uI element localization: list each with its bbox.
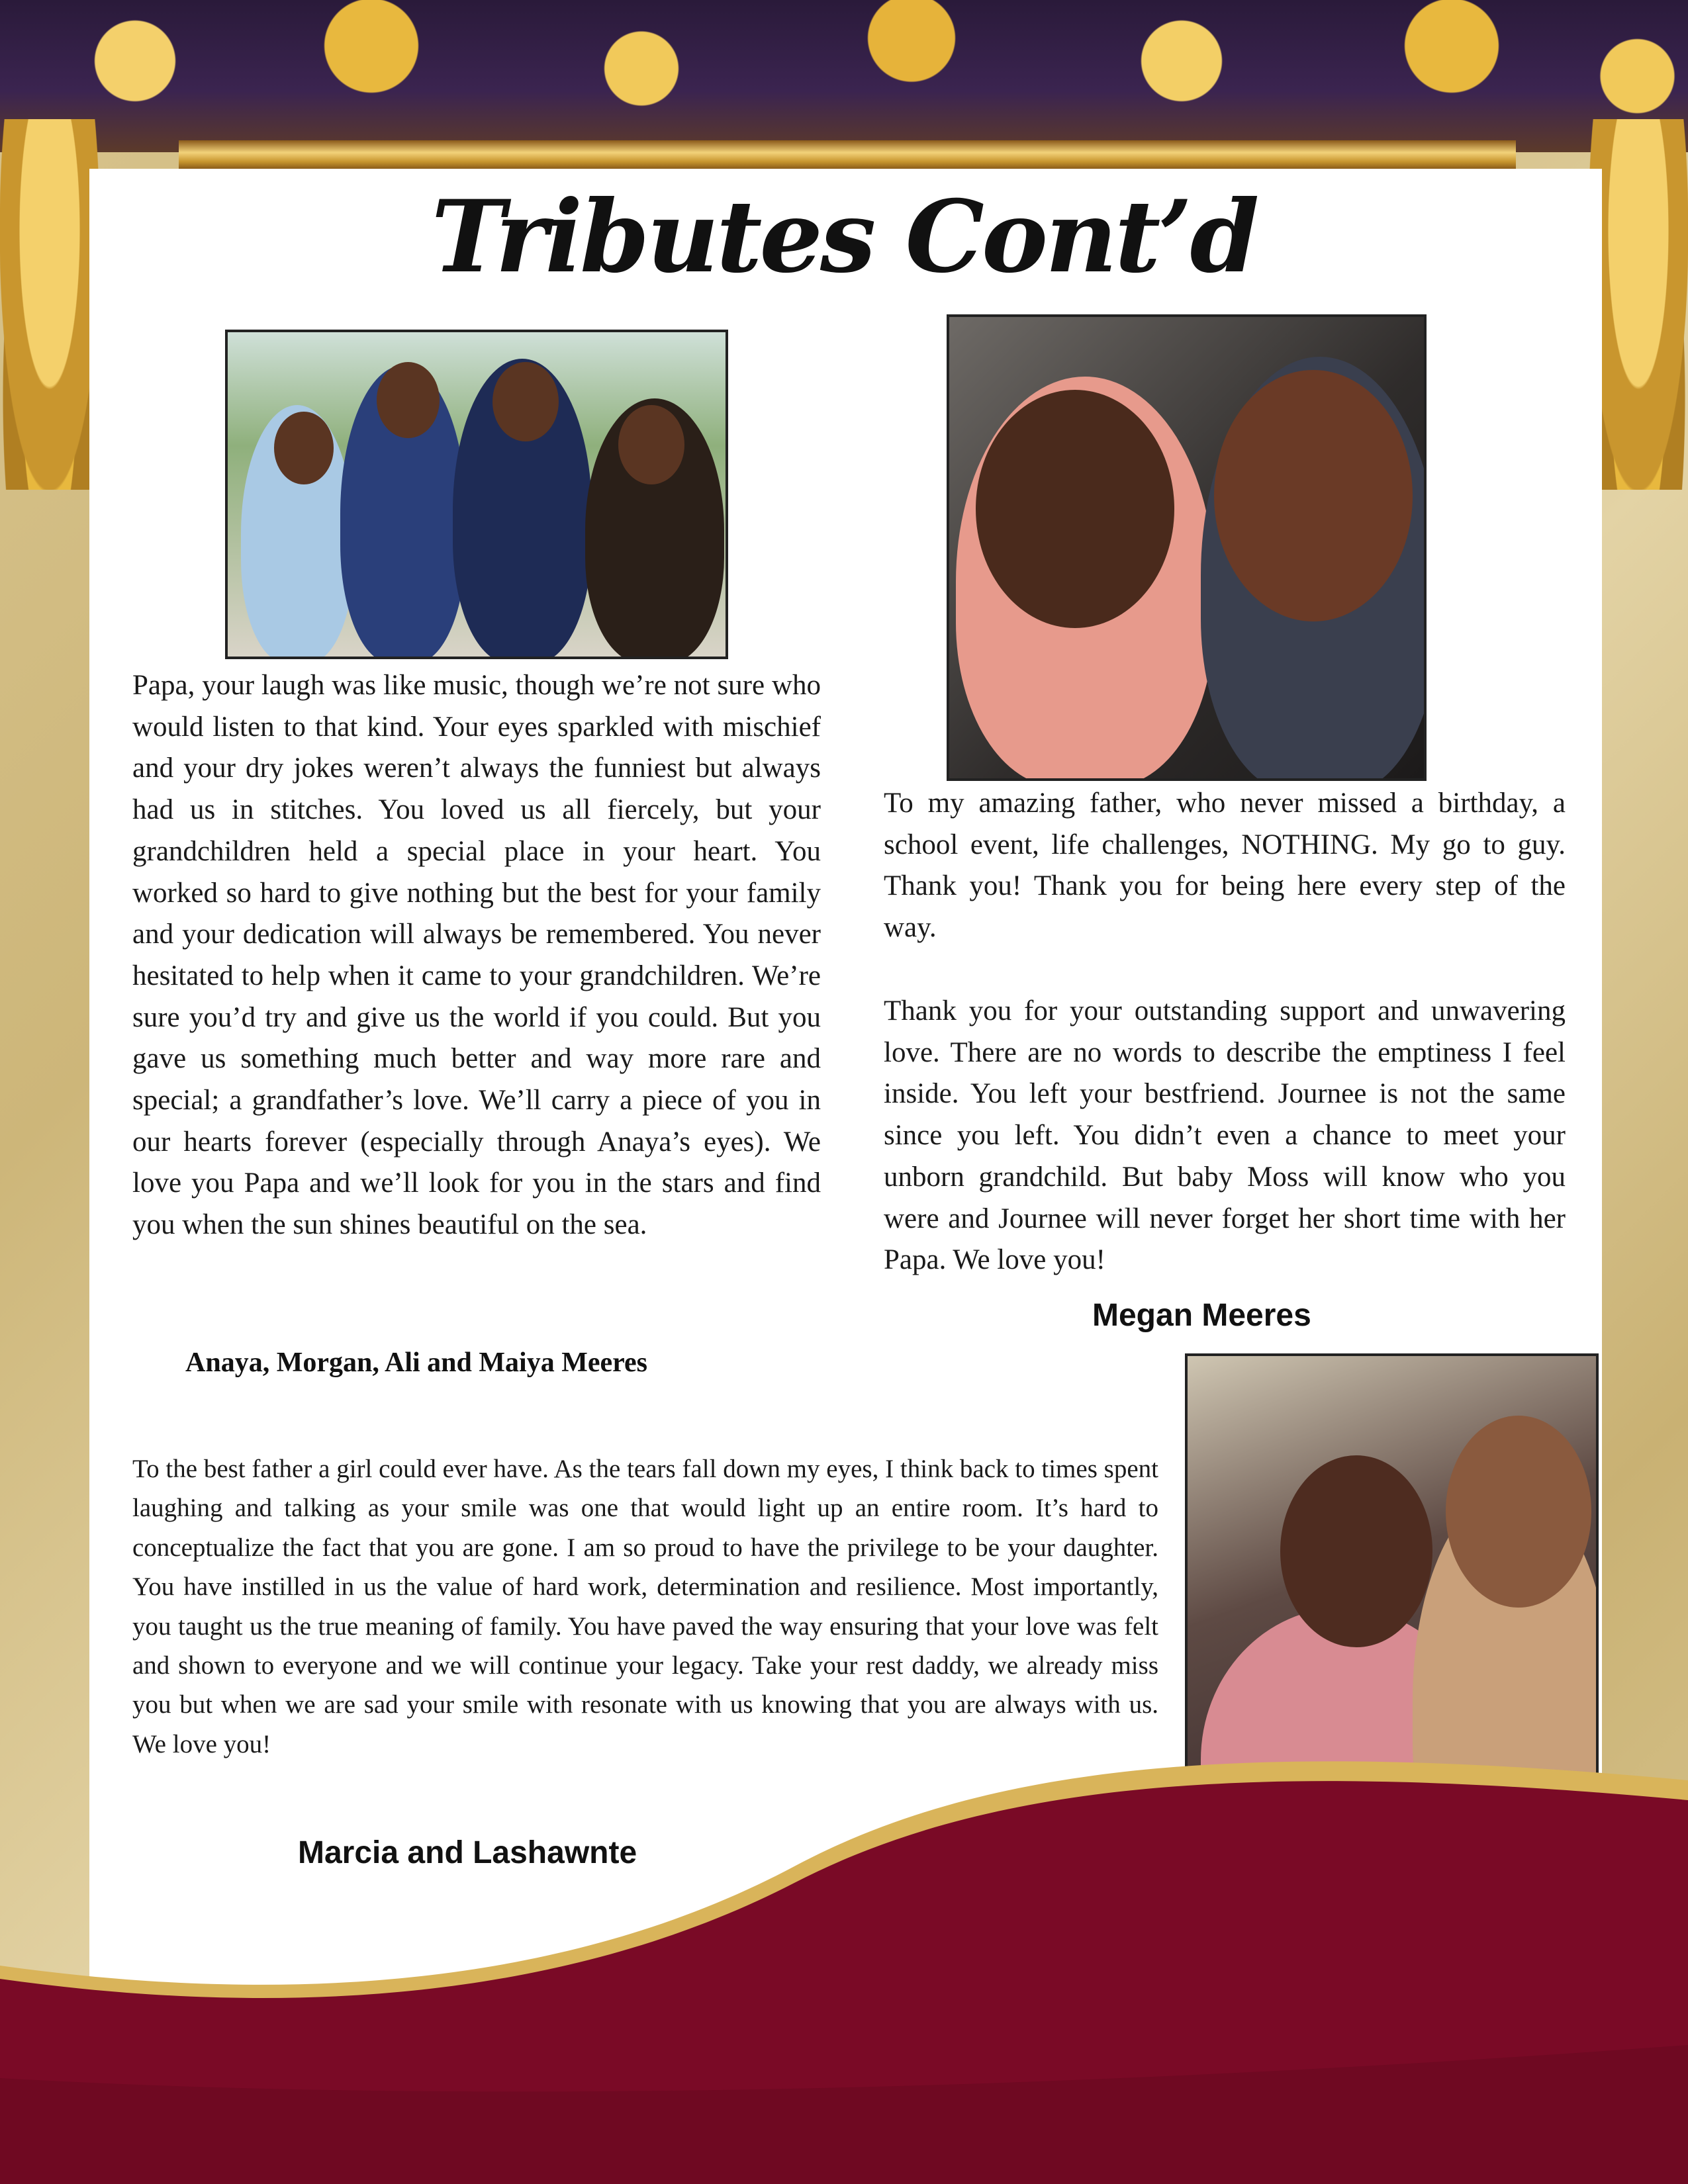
tribute-megan-text-paragraph-2: Thank you for your outstanding support and unwavering love. There are no words to describe the emptiness I feel inside. You left your bestfriend. Journee is not the same since you left. You didn’t even a chance to meet your unborn grandchild. But baby Moss will know who you were and Journee will never forget her short time with her Papa. We love you!	[884, 995, 1566, 1276]
tribute-megan-signature: Megan Meeres	[1092, 1298, 1311, 1333]
gold-corner-ornament-right	[1589, 119, 1688, 490]
tribute-marcia-signature: Marcia and Lashawnte	[298, 1835, 637, 1870]
tribute-megan-text-paragraph-1: To my amazing father, who never missed a birthday, a school event, life challenges, NOTHING. My go to guy. Thank you! Thank you for being here every step of the way.	[884, 788, 1566, 944]
ornamental-top-border	[0, 0, 1688, 152]
gold-corner-ornament-left	[0, 119, 99, 490]
photo-grandchildren	[225, 330, 728, 659]
tribute-grandchildren-text: Papa, your laugh was like music, though we’re not sure who would listen to that kind. Your eyes sparkled with mischief and your dry jokes weren’t always the funniest but always had us in stitches. You loved us all fiercely, but your grandchildren held a special place in your heart. You worked so hard to give nothing but the best for your family and your dedication will always be remembered. You never hesitated to help when it came to your grandchildren. We’re sure you’d try and give us the world if you could. But you gave us something much better and way more rare and special; a grandfather’s love. We’ll carry a piece of you in our hearts forever (especially through Anaya’s eyes). We love you Papa and we’ll look for you in the stars and find you when the sun shines beautiful on the sea.	[132, 670, 821, 1241]
photo-megan-and-child	[947, 314, 1427, 781]
burgundy-gold-wave-footer	[0, 1734, 1688, 2184]
gold-header-rule	[179, 140, 1516, 171]
page-title: Tributes Cont’d	[431, 179, 1257, 295]
tribute-marcia-text: To the best father a girl could ever have. As the tears fall down my eyes, I think back to times spent laughing and talking as your smile was one that would light up an entire room. It’s hard to conceptualize the fact that you are gone. I am so proud to have the privilege to be your daughter. You have instilled in us the value of hard work, determination and resilience. Most importantly, you taught us the true meaning of family. You have paved the way ensuring that your love was felt and shown to everyone and we will continue your legacy. Take your rest daddy, we already miss you but when we are sad your smile with resonate with us knowing that you are always with us. We love you!	[132, 1455, 1158, 1758]
tribute-grandchildren-signature: Anaya, Morgan, Ali and Maiya Meeres	[185, 1347, 648, 1378]
